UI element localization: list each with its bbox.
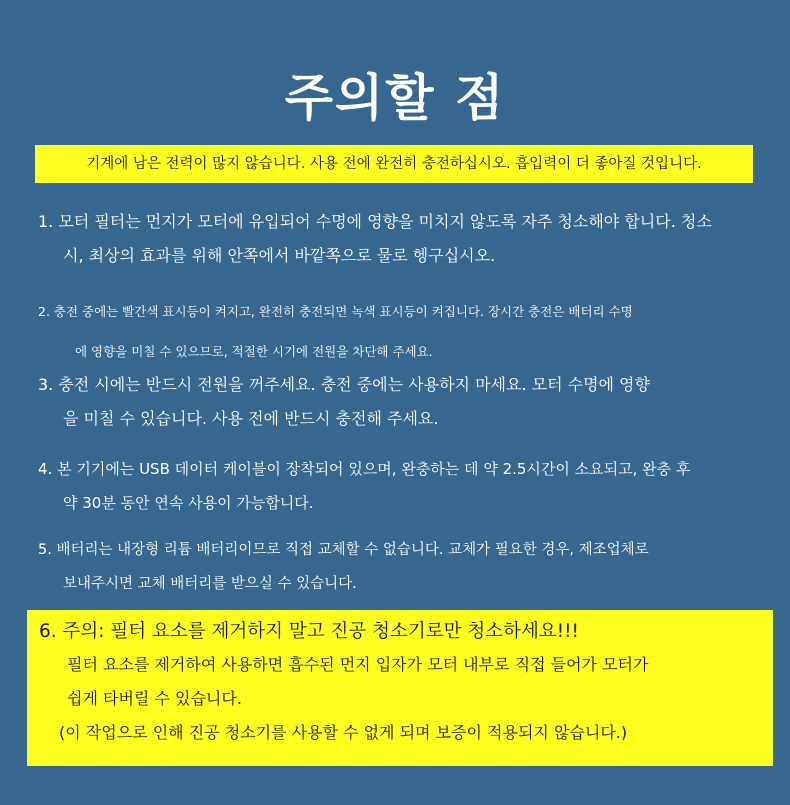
notice-item-1-line-2: 시, 최상의 효과를 위해 안쪽에서 바깥쪽으로 물로 헹구십시오.	[63, 246, 496, 265]
caution-line-2: 쉽게 타버릴 수 있습니다.	[67, 689, 242, 708]
notice-item-2	[38, 292, 756, 372]
page-title: 주의할 점	[284, 69, 506, 127]
caution-heading: 6. 주의: 필터 요소를 제거하지 말고 진공 청소기로만 청소하세요!!!	[39, 621, 579, 642]
low-battery-warning-banner: 기계에 남은 전력이 많지 않습니다. 사용 전에 완전히 충전하십시오. 흡입력이 더 좋아질 것입니다.	[35, 145, 753, 183]
notice-item-4-line-2: 약 30분 동안 연속 사용이 가능합니다.	[63, 494, 314, 512]
filter-caution-box	[27, 610, 773, 766]
notice-item-5	[38, 533, 756, 601]
notice-item-4	[38, 452, 756, 520]
notice-item-5-line-2: 보내주시면 교체 배터리를 받으실 수 있습니다.	[63, 576, 357, 592]
notice-item-4-line-1: 4. 본 기기에는 USB 데이터 케이블이 장착되어 있으며, 완충하는 데 약 2.5시간이 소요되고, 완충 후	[38, 460, 691, 478]
notice-item-1-line-1: 1. 모터 필터는 먼지가 모터에 유입되어 수명에 영향을 미치지 않도록 자주 청소해야 합니다. 청소	[38, 212, 712, 231]
notice-item-2-line-2: 에 영향을 미칠 수 있으므로, 적절한 시기에 전원을 차단해 주세요.	[75, 344, 433, 359]
caution-line-3: (이 작업으로 인해 진공 청소기를 사용할 수 없게 되며 보증이 적용되지 않습니다.)	[59, 723, 628, 742]
caution-line-1: 필터 요소를 제거하여 사용하면 흡수된 먼지 입자가 모터 내부로 직접 들어가 모터가	[67, 655, 649, 674]
notice-item-1	[38, 205, 756, 273]
notice-item-2-line-1: 2. 충전 중에는 빨간색 표시등이 켜지고, 완전히 충전되면 녹색 표시등이 켜집니다. 장시간 충전은 배터리 수명	[38, 304, 633, 319]
notice-item-3-line-1: 3. 충전 시에는 반드시 전원을 꺼주세요. 충전 중에는 사용하지 마세요. 모터 수명에 영향	[38, 375, 650, 394]
notice-item-3	[38, 368, 756, 436]
notice-item-3-line-2: 을 미칠 수 있습니다. 사용 전에 반드시 충전해 주세요.	[63, 409, 439, 428]
notice-item-5-line-1: 5. 배터리는 내장형 리튬 배터리이므로 직접 교체할 수 없습니다. 교체가 필요한 경우, 제조업체로	[38, 542, 649, 558]
